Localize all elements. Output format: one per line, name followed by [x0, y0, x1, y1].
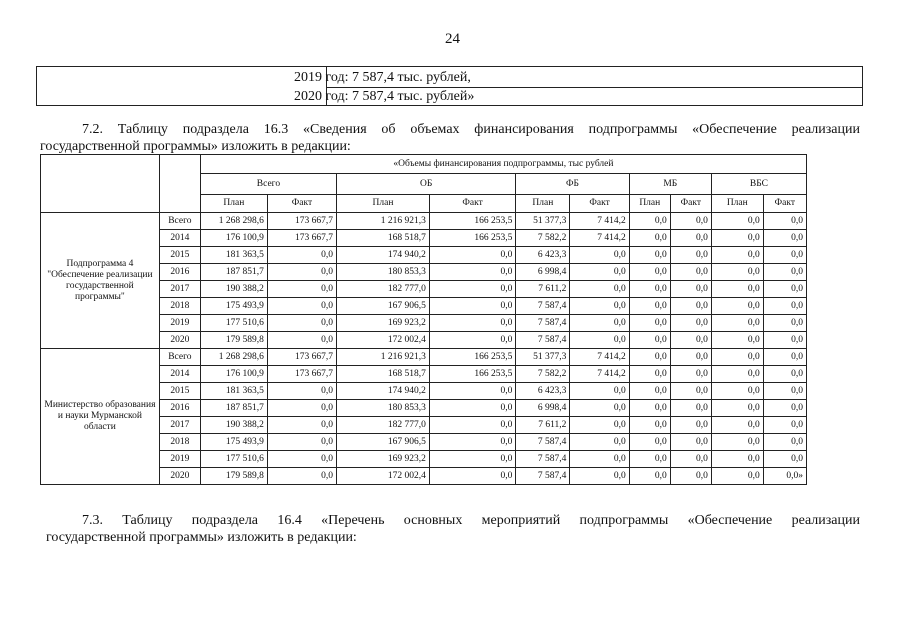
value-cell: 0,0 [711, 417, 763, 434]
value-cell: 0,0 [629, 383, 670, 400]
fact-header: Факт [670, 195, 711, 213]
value-cell: 179 589,8 [200, 468, 267, 485]
value-cell: 0,0 [711, 281, 763, 298]
value-cell: 0,0 [267, 332, 336, 349]
paragraph-7-2-line-2: государственной программы» изложить в редакции: [40, 139, 351, 154]
plan-header: План [337, 195, 430, 213]
value-cell: 0,0 [267, 247, 336, 264]
value-cell: 0,0 [763, 366, 806, 383]
value-cell: 0,0 [629, 417, 670, 434]
value-cell: 0,0 [429, 417, 515, 434]
value-cell: 7 611,2 [516, 417, 570, 434]
value-cell: 0,0 [711, 264, 763, 281]
value-cell: 0,0 [570, 434, 629, 451]
value-cell: 190 388,2 [200, 417, 267, 434]
plan-header: План [711, 195, 763, 213]
value-cell: 0,0 [711, 315, 763, 332]
section-label: Подпрограмма 4 "Обеспечение реализации государственной программы" [41, 213, 160, 349]
value-cell: 0,0 [629, 434, 670, 451]
value-cell: 1 216 921,3 [337, 213, 430, 230]
value-cell: 6 998,4 [516, 264, 570, 281]
value-cell: 0,0 [763, 281, 806, 298]
value-cell: 1 268 298,6 [200, 349, 267, 366]
financing-table-body [41, 213, 807, 485]
value-cell: 0,0 [670, 434, 711, 451]
year-cell: 2014 [159, 230, 200, 247]
value-cell: 176 100,9 [200, 366, 267, 383]
group-header-mb: МБ [629, 174, 711, 195]
year-cell: 2016 [159, 400, 200, 417]
value-cell: 7 414,2 [570, 349, 629, 366]
plan-header: План [200, 195, 267, 213]
year-cell: 2018 [159, 298, 200, 315]
section-label: Министерство образования и науки Мурманской области [41, 349, 160, 485]
value-cell: 7 587,4 [516, 434, 570, 451]
value-cell: 0,0 [629, 230, 670, 247]
value-cell: 0,0 [429, 332, 515, 349]
value-cell: 0,0 [763, 247, 806, 264]
value-cell: 7 414,2 [570, 366, 629, 383]
value-cell: 172 002,4 [337, 468, 430, 485]
value-cell: 0,0 [267, 451, 336, 468]
value-cell: 0,0 [670, 417, 711, 434]
value-cell: 0,0 [429, 247, 515, 264]
value-cell: 172 002,4 [337, 332, 430, 349]
value-cell: 0,0 [570, 417, 629, 434]
value-cell: 180 853,3 [337, 264, 430, 281]
value-cell: 0,0 [267, 434, 336, 451]
value-cell: 167 906,5 [337, 298, 430, 315]
financing-table [40, 154, 807, 485]
value-cell: 166 253,5 [429, 213, 515, 230]
value-cell: 166 253,5 [429, 349, 515, 366]
value-cell: 180 853,3 [337, 400, 430, 417]
value-cell: 0,0 [763, 315, 806, 332]
value-cell: 0,0 [429, 315, 515, 332]
value-cell: 187 851,7 [200, 264, 267, 281]
empty-header-cell [159, 155, 200, 213]
value-cell: 0,0 [629, 468, 670, 485]
value-cell: 7 587,4 [516, 315, 570, 332]
value-cell: 0,0 [429, 451, 515, 468]
year-cell: 2020 [159, 468, 200, 485]
value-cell: 0,0 [670, 264, 711, 281]
paragraph-7-3-line-2: государственной программы» изложить в редакции: [46, 530, 357, 545]
fact-header: Факт [429, 195, 515, 213]
value-cell: 7 414,2 [570, 230, 629, 247]
plan-header: План [516, 195, 570, 213]
value-cell: 0,0 [670, 298, 711, 315]
value-cell: 0,0 [670, 451, 711, 468]
value-cell: 0,0 [629, 315, 670, 332]
empty-header-cell [41, 155, 160, 213]
paragraph-7-3 [46, 512, 860, 546]
value-cell: 7 611,2 [516, 281, 570, 298]
value-cell: 0,0 [670, 315, 711, 332]
value-cell: 173 667,7 [267, 366, 336, 383]
value-cell: 0,0 [267, 417, 336, 434]
value-cell: 176 100,9 [200, 230, 267, 247]
value-cell: 0,0 [670, 213, 711, 230]
value-cell: 7 587,4 [516, 332, 570, 349]
group-header-fb: ФБ [516, 174, 629, 195]
value-cell: 1 268 298,6 [200, 213, 267, 230]
value-cell: 0,0 [629, 213, 670, 230]
value-cell: 173 667,7 [267, 230, 336, 247]
value-cell: 7 587,4 [516, 451, 570, 468]
value-cell: 0,0 [429, 281, 515, 298]
year-cell: 2014 [159, 366, 200, 383]
value-cell: 0,0 [763, 230, 806, 247]
value-cell: 7 582,2 [516, 230, 570, 247]
table-row [41, 213, 807, 230]
value-cell: 0,0 [429, 400, 515, 417]
year-cell: 2015 [159, 383, 200, 400]
value-cell: 0,0 [670, 468, 711, 485]
value-cell: 0,0 [763, 213, 806, 230]
fact-header: Факт [267, 195, 336, 213]
value-cell: 0,0 [763, 264, 806, 281]
value-cell: 0,0 [763, 349, 806, 366]
year-cell: 2017 [159, 417, 200, 434]
value-cell: 0,0 [629, 298, 670, 315]
value-cell: 0,0 [629, 332, 670, 349]
value-cell: 0,0 [570, 298, 629, 315]
value-cell: 174 940,2 [337, 383, 430, 400]
value-cell: 0,0 [670, 366, 711, 383]
year-cell: 2018 [159, 434, 200, 451]
value-cell: 0,0 [570, 451, 629, 468]
value-cell: 179 589,8 [200, 332, 267, 349]
value-cell: 0,0 [763, 451, 806, 468]
value-cell: 177 510,6 [200, 315, 267, 332]
value-cell: 0,0 [670, 247, 711, 264]
value-cell: 51 377,3 [516, 349, 570, 366]
value-cell: 6 998,4 [516, 400, 570, 417]
value-cell: 0,0 [267, 468, 336, 485]
value-cell: 168 518,7 [337, 366, 430, 383]
value-cell: 6 423,3 [516, 383, 570, 400]
value-cell: 0,0 [670, 332, 711, 349]
year-cell: 2019 [159, 315, 200, 332]
value-cell: 190 388,2 [200, 281, 267, 298]
value-cell: 0,0 [267, 383, 336, 400]
fact-header: Факт [570, 195, 629, 213]
year-cell: 2019 [159, 451, 200, 468]
value-cell: 166 253,5 [429, 366, 515, 383]
value-cell: 0,0 [429, 383, 515, 400]
value-cell: 7 587,4 [516, 468, 570, 485]
value-cell: 0,0 [711, 434, 763, 451]
value-cell: 0,0 [711, 298, 763, 315]
table-caption: «Объемы финансирования подпрограммы, тыс рублей [200, 155, 806, 174]
value-cell: 0,0 [763, 298, 806, 315]
value-cell: 0,0 [629, 349, 670, 366]
value-cell: 0,0 [711, 366, 763, 383]
group-header-vbs: ВБС [711, 174, 806, 195]
value-cell: 0,0 [711, 332, 763, 349]
year-cell: 2017 [159, 281, 200, 298]
value-cell: 7 582,2 [516, 366, 570, 383]
value-cell: 0,0 [763, 332, 806, 349]
value-cell: 0,0 [570, 332, 629, 349]
value-cell: 175 493,9 [200, 298, 267, 315]
value-cell: 0,0 [711, 230, 763, 247]
value-cell: 0,0 [711, 451, 763, 468]
value-cell: 0,0 [267, 298, 336, 315]
value-cell: 0,0 [267, 400, 336, 417]
value-cell: 7 414,2 [570, 213, 629, 230]
value-cell: 0,0 [629, 247, 670, 264]
value-cell: 0,0 [429, 434, 515, 451]
value-cell: 182 777,0 [337, 281, 430, 298]
value-cell: 0,0 [711, 213, 763, 230]
group-header-total: Всего [200, 174, 336, 195]
value-cell: 174 940,2 [337, 247, 430, 264]
value-cell: 0,0 [763, 417, 806, 434]
value-cell: 168 518,7 [337, 230, 430, 247]
year-cell: Всего [159, 349, 200, 366]
value-cell: 0,0 [670, 400, 711, 417]
value-cell: 0,0 [570, 468, 629, 485]
value-cell: 0,0 [429, 264, 515, 281]
year-cell: Всего [159, 213, 200, 230]
value-cell: 181 363,5 [200, 383, 267, 400]
value-cell: 0,0 [570, 247, 629, 264]
funding-line-2019: 2019 год: 7 587,4 тыс. рублей, [294, 70, 471, 85]
value-cell: 0,0 [670, 349, 711, 366]
value-cell: 0,0 [763, 400, 806, 417]
fact-header: Факт [763, 195, 806, 213]
value-cell: 173 667,7 [267, 349, 336, 366]
value-cell: 0,0 [629, 366, 670, 383]
value-cell: 177 510,6 [200, 451, 267, 468]
value-cell: 0,0 [267, 281, 336, 298]
value-cell: 0,0 [570, 400, 629, 417]
value-cell: 0,0 [267, 315, 336, 332]
value-cell: 182 777,0 [337, 417, 430, 434]
value-cell: 0,0 [629, 281, 670, 298]
value-cell: 0,0 [763, 383, 806, 400]
value-cell: 0,0» [763, 468, 806, 485]
value-cell: 166 253,5 [429, 230, 515, 247]
value-cell: 0,0 [711, 468, 763, 485]
value-cell: 51 377,3 [516, 213, 570, 230]
value-cell: 173 667,7 [267, 213, 336, 230]
year-cell: 2020 [159, 332, 200, 349]
value-cell: 0,0 [670, 383, 711, 400]
value-cell: 187 851,7 [200, 400, 267, 417]
value-cell: 6 423,3 [516, 247, 570, 264]
value-cell: 0,0 [711, 400, 763, 417]
paragraph-7-2 [40, 121, 860, 155]
funding-line-2020: 2020 год: 7 587,4 тыс. рублей» [294, 89, 475, 104]
plan-header: План [629, 195, 670, 213]
value-cell: 0,0 [670, 281, 711, 298]
value-cell: 169 923,2 [337, 315, 430, 332]
value-cell: 181 363,5 [200, 247, 267, 264]
value-cell: 0,0 [429, 468, 515, 485]
page-number: 24 [445, 31, 460, 47]
value-cell: 0,0 [570, 383, 629, 400]
value-cell: 0,0 [267, 264, 336, 281]
value-cell: 167 906,5 [337, 434, 430, 451]
value-cell: 0,0 [570, 264, 629, 281]
paragraph-7-2-line-1: 7.2. Таблицу подраздела 16.3 «Сведения об объемах финансирования подпрограммы «Обеспечение реализации [82, 122, 860, 137]
value-cell: 0,0 [570, 281, 629, 298]
value-cell: 175 493,9 [200, 434, 267, 451]
table-row [41, 349, 807, 366]
value-cell: 0,0 [429, 298, 515, 315]
value-cell: 0,0 [629, 264, 670, 281]
value-cell: 0,0 [763, 434, 806, 451]
value-cell: 0,0 [711, 247, 763, 264]
value-cell: 0,0 [570, 315, 629, 332]
year-cell: 2016 [159, 264, 200, 281]
paragraph-7-3-line-1: 7.3. Таблицу подраздела 16.4 «Перечень основных мероприятий подпрограммы «Обеспечение реализации [82, 513, 860, 528]
value-cell: 169 923,2 [337, 451, 430, 468]
value-cell: 0,0 [629, 451, 670, 468]
year-cell: 2015 [159, 247, 200, 264]
value-cell: 1 216 921,3 [337, 349, 430, 366]
value-cell: 7 587,4 [516, 298, 570, 315]
value-cell: 0,0 [711, 383, 763, 400]
value-cell: 0,0 [629, 400, 670, 417]
value-cell: 0,0 [670, 230, 711, 247]
value-cell: 0,0 [711, 349, 763, 366]
group-header-ob: ОБ [337, 174, 516, 195]
